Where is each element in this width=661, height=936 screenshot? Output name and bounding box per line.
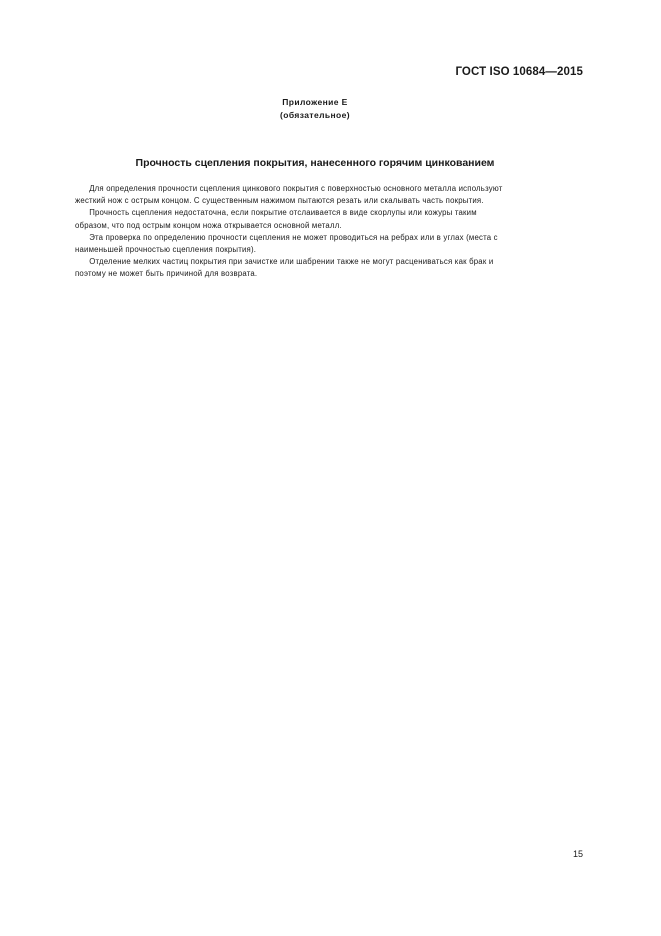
body-line: Отделение мелких частиц покрытия при зачистке или шабрении также не могут расцениваться как брак и xyxy=(75,257,494,267)
body-line: наименьшей прочностью сцепления покрытия). xyxy=(75,245,257,255)
page-number: 15 xyxy=(572,849,583,859)
body-line: Прочность сцепления недостаточна, если покрытие отслаивается в виде скорлупы или кожуры таким xyxy=(75,208,477,218)
section-title: Прочность сцепления покрытия, нанесенного горячим цинкованием xyxy=(135,157,495,169)
body-line: поэтому не может быть причиной для возврата. xyxy=(75,269,258,279)
appendix-title: Приложение Е xyxy=(282,97,348,107)
appendix-status: (обязательное) xyxy=(280,110,350,120)
body-text xyxy=(75,183,583,281)
appendix-heading xyxy=(0,96,630,122)
body-line: Для определения прочности сцепления цинкового покрытия с поверхностью основного металла используют xyxy=(75,184,503,193)
document-code: ГОСТ ISO 10684—2015 xyxy=(455,66,583,78)
body-line: Эта проверка по определению прочности сцепления не может проводиться на ребрах или в углах (места с xyxy=(75,232,498,242)
body-line: жесткий нож с острым концом. С существенным нажимом пытаются резать или скалывать часть покрытия. xyxy=(75,196,484,206)
body-line: образом, что под острым концом ножа открывается основной металл. xyxy=(75,220,342,230)
